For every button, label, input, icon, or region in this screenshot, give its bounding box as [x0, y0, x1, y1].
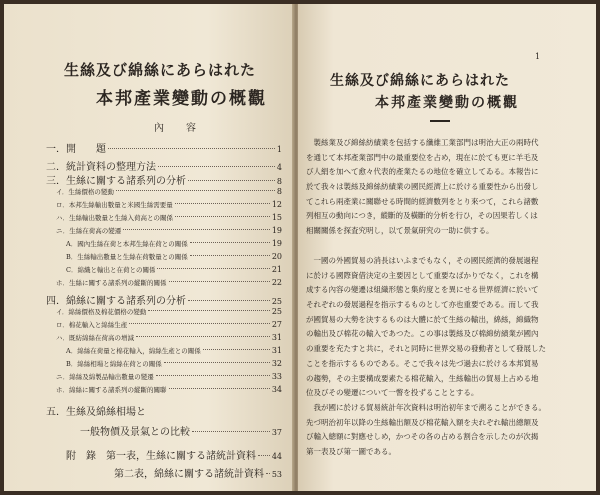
toc-entry-page: 4	[276, 163, 282, 172]
toc-entry	[46, 385, 282, 394]
toc-entry-label: イ．綿絲價格及棉花價格の變動	[56, 308, 147, 316]
toc-entry	[80, 423, 282, 438]
toc-entry-page: 19	[271, 226, 282, 235]
toc-leader-dots	[116, 190, 275, 191]
toc-entry	[46, 239, 282, 248]
toc-entry	[46, 172, 282, 187]
toc-entry-label: ホ．生絲に關する諸系列の縱斷的關係	[56, 279, 167, 287]
toc-entry-label: C．綿織と輸出と在荷との關係	[66, 266, 156, 274]
toc-entry-page: 8	[276, 177, 282, 186]
toc-entry-page: 15	[271, 213, 282, 222]
toc-entry-label: B．綿絲相場と綿絲在荷との關係	[66, 360, 162, 368]
toc-entry	[114, 465, 282, 480]
toc-leader-dots	[148, 310, 269, 311]
toc-leader-dots	[136, 336, 270, 337]
toc-entry-label: 附 錄 第一表，生絲に關する諸統計資料	[66, 451, 256, 462]
toc-entry-label: B．生絲輸出數量と生絲在荷數量との關係	[66, 253, 188, 261]
toc-leader-dots	[258, 455, 270, 456]
toc-entry-label: 四．綿絲に關する諸系列の分析	[46, 296, 186, 307]
toc-entry	[46, 158, 282, 173]
body-paragraph-1	[306, 136, 588, 239]
contents-heading: 內 容	[154, 123, 202, 134]
body-text-line: に於ける國際資借決定の主要因として重要なばかりでなく，これを構	[306, 270, 539, 280]
body-text-line: び人絹を加へて愈々代表的產業たるの地位を確立してゐる。本報告に	[306, 167, 539, 177]
toc-entry-label: ホ．綿絲に關する諸系列の縱斷的關聯	[56, 386, 167, 394]
toc-entry	[46, 140, 282, 155]
toc-entry-label: 第二表，綿絲に關する諸統計資料	[114, 469, 264, 480]
body-text-line: が國貿易の大勢を決するものは大體に於て生絲の輸出，綿絲，綿織物	[306, 314, 539, 324]
toc-entry	[46, 187, 282, 196]
toc-leader-dots	[175, 203, 270, 204]
toc-entry	[46, 346, 282, 355]
page-number: 1	[535, 52, 541, 61]
toc-entry	[46, 333, 282, 342]
toc-entry	[46, 359, 282, 368]
toc-entry-page: 33	[271, 372, 282, 381]
body-text-line: の趨勢，その主要構成要素たる棉花輸入，生絲輸出の貿易上占める地	[306, 373, 539, 383]
toc-entry-label: A．國內生絲在荷と本邦生絲在荷との關係	[66, 240, 188, 248]
toc-entry-label: イ．生絲價格の變動	[56, 188, 114, 196]
toc-entry-page: 53	[271, 470, 282, 479]
toc-leader-dots	[156, 375, 270, 376]
body-text-line: 我が國に於ける貿易統計年次資料は明治初年まで溯ることができる。	[306, 402, 546, 412]
toc-entry-label: 二．統計資料の整理方法	[46, 162, 156, 173]
toc-entry-page: 37	[271, 428, 282, 437]
toc-entry-label: A．綿絲在荷量と棉花輸入，綿絲生產との關係	[66, 347, 201, 355]
toc-leader-dots	[108, 148, 275, 149]
toc-entry-page: 31	[271, 333, 282, 342]
toc-entry-page: 32	[271, 359, 282, 368]
toc-entry-page: 25	[271, 307, 282, 316]
toc-leader-dots	[129, 323, 270, 324]
toc-entry-page: 12	[271, 200, 282, 209]
body-text-line: 相關關係を探査究明し，以て景氣研究の一助に供する。	[306, 226, 494, 236]
body-text-line: 一國の外國貿易の消長はいふまでもなく，その國民經濟的發展過程	[306, 256, 539, 265]
body-text-line: 位及びその變遷について一瞥を投ずることとする。	[306, 388, 479, 398]
body-text-line: ことを指示するものである。そこで我々は先づ過去に於ける本邦貿易	[306, 358, 539, 368]
toc-entry	[46, 213, 282, 222]
toc-entry-label: ロ．本邦生絲輸出數量と米國生絲需要量	[56, 201, 173, 209]
toc-entry	[46, 320, 282, 329]
toc-leader-dots	[188, 300, 270, 301]
toc-entry-page: 25	[271, 297, 282, 306]
body-text-line: の輸出及び棉花の輸入であつた。この事は製絲及び棉綿紡績業が國內	[306, 329, 539, 339]
toc-entry-label: ニ．綿絲及綿製品輸出數量の變遷	[56, 373, 154, 381]
toc-leader-dots	[175, 216, 270, 217]
body-text-line: 製絲業及び綿絲紡績業を包括する纖維工業部門は明治大正の兩時代	[306, 138, 539, 147]
toc-entry	[46, 307, 282, 316]
toc-leader-dots	[123, 229, 270, 230]
toc-leader-dots	[190, 255, 270, 256]
toc-leader-dots	[266, 473, 270, 474]
body-text-line: の重要を充たすと共に，それと同時に世界交易の發動者として發展した	[306, 344, 546, 354]
toc-leader-dots	[169, 388, 270, 389]
body-text-line: 先づ明治初年以降の生絲輸出額及び棉花輸入額を夫れぞれ輸出總額及	[306, 417, 539, 427]
body-text-line: を通じて本邦產業部門中の最重要位を占め，現在に於ても更に羊毛及	[306, 152, 539, 162]
toc-entry	[46, 226, 282, 235]
right-title-line1: 生絲及び綿絲にあらはれた	[330, 73, 510, 89]
toc-entry-label: 一般物價及景氣との比較	[80, 427, 190, 438]
body-text-line: 於て我々は製絲及綿絲紡績業の國民經濟上に於ける重要性から出發し	[306, 182, 539, 192]
body-text-line: てこれら兩產業に關聯せる時間的經濟數列をとり來つて，これら諸數	[306, 196, 539, 206]
toc-leader-dots	[158, 166, 275, 167]
toc-leader-dots	[192, 431, 270, 432]
body-text-line: 第一表及び第一圖である。	[306, 446, 396, 456]
toc-entry-page: 44	[271, 452, 282, 461]
body-text-line: それぞれの發展過程を指示するものとして亦也重要である。而して我	[306, 300, 539, 310]
toc-entry-label: 五．生絲及綿絲相場と	[46, 407, 146, 418]
left-title-line2: 本邦產業變動の概觀	[96, 89, 267, 109]
section-mark	[430, 120, 450, 122]
toc-entry-label: 三．生絲に關する諸系列の分析	[46, 176, 186, 187]
toc-entry	[46, 265, 282, 274]
left-title-line1: 生絲及び綿絲にあらはれた	[64, 61, 257, 79]
toc-entry	[66, 447, 282, 462]
right-title-line2: 本邦產業變動の概觀	[375, 95, 519, 111]
toc-entry-page: 34	[271, 385, 282, 394]
toc-entry	[46, 200, 282, 209]
toc-entry-page: 20	[271, 252, 282, 261]
toc-entry-page: 1	[276, 145, 282, 154]
toc-entry-label: ハ．既紡綿絲在荷高の增減	[56, 334, 134, 342]
toc-leader-dots	[164, 362, 270, 363]
toc-leader-dots	[203, 349, 270, 350]
toc-leader-dots	[157, 268, 269, 269]
body-text-line: び輸入總額に對應せしめ，かつその各の占める割合を示したのが次揭	[306, 432, 539, 442]
toc-entry-page: 21	[271, 265, 282, 274]
toc-entry-page: 27	[271, 320, 282, 329]
body-text-line: 成する內容の變遷は組織形態と集約度とを異にせる世界經濟に於いて	[306, 285, 539, 295]
toc-leader-dots	[188, 180, 275, 181]
toc-leader-dots	[190, 242, 270, 243]
toc-entry	[46, 403, 282, 418]
toc-entry	[46, 278, 282, 287]
toc-entry-page: 22	[271, 278, 282, 287]
toc-entry-page: 19	[271, 239, 282, 248]
toc-leader-dots	[169, 281, 270, 282]
toc-entry-page: 31	[271, 346, 282, 355]
body-paragraph-2	[306, 254, 588, 460]
toc-entry	[46, 372, 282, 381]
toc-entry-label: ロ．棉花輸入と綿絲生產	[56, 321, 128, 329]
toc-entry	[46, 252, 282, 261]
toc-entry-page: 8	[276, 187, 282, 196]
body-text-line: 列相互の動向につき，縱斷的及橫斷的分析を行ひ，その因果若しくは	[306, 211, 538, 221]
toc-entry	[46, 292, 282, 307]
toc-entry-label: 一．開 題	[46, 144, 106, 155]
toc-entry-label: ハ．生絲輸出數量と生絲入荷高との關係	[56, 214, 173, 222]
toc-entry-label: ニ．生絲在荷高の變遷	[56, 227, 122, 235]
